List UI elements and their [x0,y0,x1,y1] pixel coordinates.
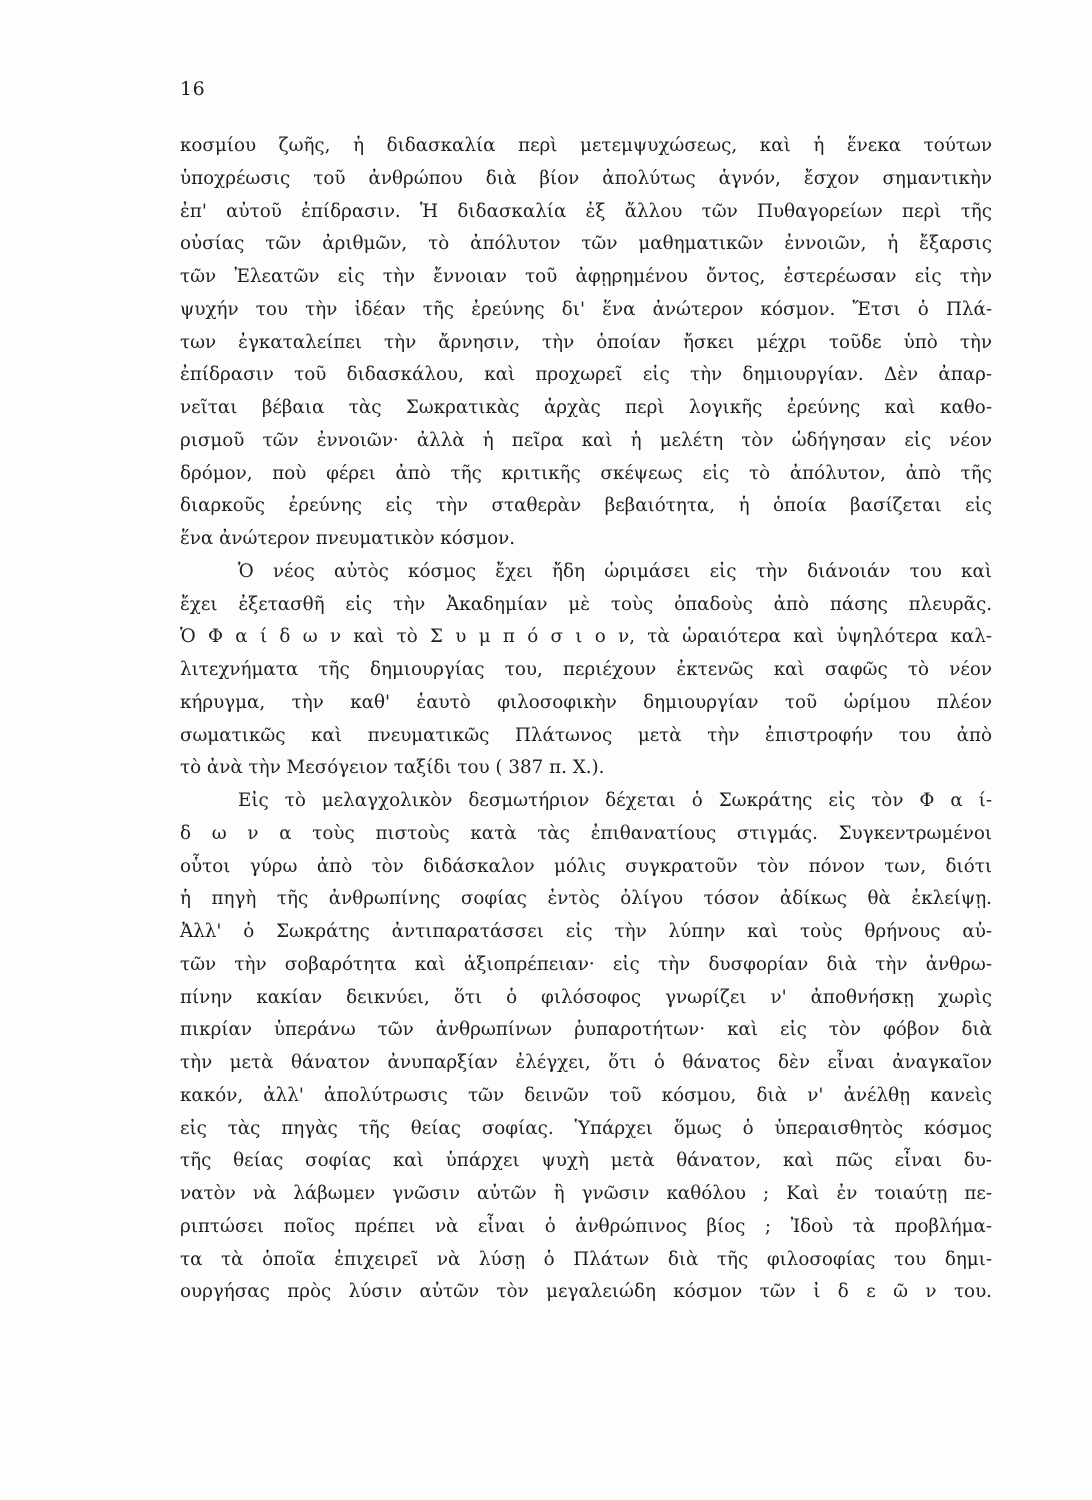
text-line: σωματικῶς καὶ πνευματικῶς Πλάτωνος μετὰ τὴν ἐπιστροφήν του ἀπὸ [180,724,992,746]
text-line: ἡ πηγὴ τῆς ἀνθρωπίνης σοφίας ἐντὸς ὀλίγου τόσον ἀδίκως θὰ ἐκλείψῃ. [180,888,992,910]
text-line: ἐπίδρασιν τοῦ διδασκάλου, καὶ προχωρεῖ εἰς τὴν δημιουργίαν. Δὲν ἀπαρ- [180,364,992,386]
text-line: Ἀλλ' ὁ Σωκράτης ἀντιπαρατάσσει εἰς τὴν λύπην καὶ τοὺς θρήνους αὐ- [180,921,992,942]
text-line: Εἰς τὸ μελαγχολικὸν δεσμωτήριον δέχεται ὁ Σωκράτης εἰς τὸν Φ α ί- [238,790,992,811]
text-line: διαρκοῦς ἐρεύνης εἰς τὴν σταθερὰν βεβαιότητα, ἡ ὁποία βασίζεται εἰς [180,495,992,517]
text-line: τῶν Ἐλεατῶν εἰς τὴν ἔννοιαν τοῦ ἀφῃρημένου ὄντος, ἐστερέωσαν εἰς τὴν [180,266,992,287]
text-line: τῶν τὴν σοβαρότητα καὶ ἀξιοπρέπειαν· εἰς τὴν δυσφορίαν διὰ τὴν ἀνθρω- [180,953,992,975]
text-line: ἔχει ἐξετασθῆ εἰς τὴν Ἀκαδημίαν μὲ τοὺς ὀπαδοὺς ἀπὸ πάσης πλευρᾶς. [180,593,992,615]
text-line: τὸ ἀνὰ τὴν Μεσόγειον ταξίδι του ( 387 π. Χ.). [180,757,605,779]
text-line: ἕνα ἀνώτερον πνευματικὸν κόσμον. [180,528,516,549]
body-text [180,130,992,1309]
text-line: Ὁ νέος αὐτὸς κόσμος ἔχει ἤδη ὡριμάσει εἰς τὴν διάνοιάν του καὶ [238,560,992,582]
text-line: των ἐγκαταλείπει τὴν ἄρνησιν, τὴν ὁποίαν ἤσκει μέχρι τοῦδε ὑπὸ τὴν [180,331,992,353]
text-line: κήρυγμα, τὴν καθ' ἑαυτὸ φιλοσοφικὴν δημιουργίαν τοῦ ὡρίμου πλέον [180,691,992,713]
text-line: τῆς θείας σοφίας καὶ ὑπάρχει ψυχὴ μετὰ θάνατον, καὶ πῶς εἶναι δυ- [180,1150,992,1172]
text-line: ρισμοῦ τῶν ἐννοιῶν· ἀλλὰ ἡ πεῖρα καὶ ἡ μελέτη τὸν ὡδήγησαν εἰς νέον [180,429,992,451]
text-line: εἰς τὰς πηγὰς τῆς θείας σοφίας. Ὑπάρχει ὅμως ὁ ὑπεραισθητὸς κόσμος [180,1117,992,1139]
text-line: Ὁ Φ α ί δ ω ν καὶ τὸ Σ υ μ π ό σ ι ο ν, τὰ ὡραιότερα καὶ ὑψηλότερα καλ- [180,626,992,648]
text-line: ουργήσας πρὸς λύσιν αὐτῶν τὸν μεγαλειώδη κόσμον τῶν ἰ δ ε ῶ ν του. [180,1281,992,1303]
text-line: νατὸν νὰ λάβωμεν γνῶσιν αὐτῶν ἢ γνῶσιν καθόλου ; Καὶ ἐν τοιαύτῃ πε- [180,1183,992,1204]
text-line: δρόμον, ποὺ φέρει ἀπὸ τῆς κριτικῆς σκέψεως εἰς τὸ ἀπόλυτον, ἀπὸ τῆς [180,462,992,484]
page-number: 16 [180,78,206,100]
text-line: πίνην κακίαν δεικνύει, ὅτι ὁ φιλόσοφος γνωρίζει ν' ἀποθνήσκῃ χωρὶς [180,986,992,1008]
text-line: δ ω ν α τοὺς πιστοὺς κατὰ τὰς ἐπιθανατίους στιγμάς. Συγκεντρωμένοι [180,822,992,844]
text-line: τα τὰ ὁποῖα ἐπιχειρεῖ νὰ λύσῃ ὁ Πλάτων διὰ τῆς φιλοσοφίας του δημι- [180,1248,992,1270]
text-line: οὐσίας τῶν ἀριθμῶν, τὸ ἀπόλυτον τῶν μαθηματικῶν ἐννοιῶν, ἡ ἔξαρσις [180,233,992,255]
text-line: ριπτώσει ποῖος πρέπει νὰ εἶναι ὁ ἀνθρώπινος βίος ; Ἰδοὺ τὰ προβλήμα- [180,1215,992,1237]
text-line: οὗτοι γύρω ἀπὸ τὸν διδάσκαλον μόλις συγκρατοῦν τὸν πόνον των, διότι [180,855,992,877]
text-line: κοσμίου ζωῆς, ἡ διδασκαλία περὶ μετεμψυχώσεως, καὶ ἡ ἕνεκα τούτων [180,135,992,156]
text-line: λιτεχνήματα τῆς δημιουργίας του, περιέχουν ἐκτενῶς καὶ σαφῶς τὸ νέον [180,659,992,680]
text-line: νεῖται βέβαια τὰς Σωκρατικὰς ἀρχὰς περὶ λογικῆς ἐρεύνης καὶ καθο- [180,397,992,418]
text-line: ὑποχρέωσις τοῦ ἀνθρώπου διὰ βίον ἀπολύτως ἁγνόν, ἔσχον σημαντικὴν [180,167,992,189]
text-line: πικρίαν ὑπεράνω τῶν ἀνθρωπίνων ῥυπαροτήτων· καὶ εἰς τὸν φόβον διὰ [180,1019,992,1041]
text-line: τὴν μετὰ θάνατον ἀνυπαρξίαν ἐλέγχει, ὅτι ὁ θάνατος δὲν εἶναι ἀναγκαῖον [180,1052,992,1073]
text-line: ἐπ' αὐτοῦ ἐπίδρασιν. Ἡ διδασκαλία ἐξ ἄλλου τῶν Πυθαγορείων περὶ τῆς [180,200,992,222]
text-line: κακόν, ἀλλ' ἀπολύτρωσις τῶν δεινῶν τοῦ κόσμου, διὰ ν' ἀνέλθῃ κανεὶς [180,1084,992,1106]
text-line: ψυχήν του τὴν ἰδέαν τῆς ἐρεύνης δι' ἕνα ἀνώτερον κόσμον. Ἔτσι ὁ Πλά- [180,298,992,320]
